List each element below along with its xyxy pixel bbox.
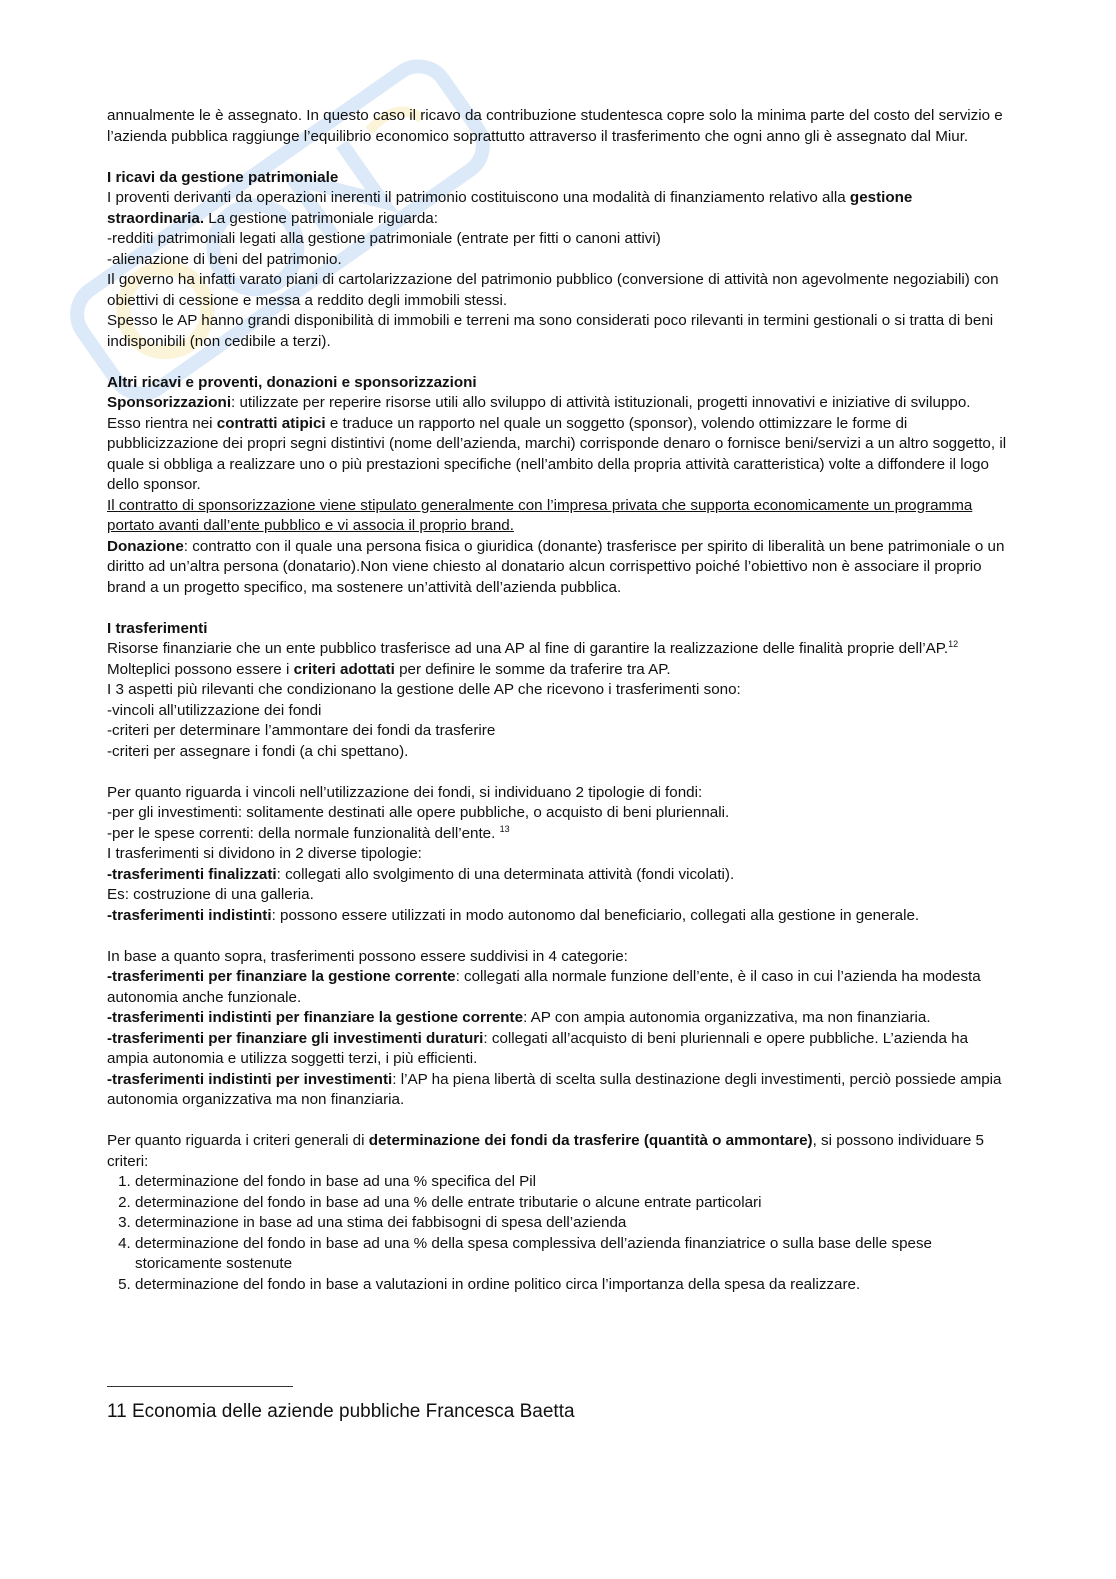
- list-item: -trasferimenti indistinti per finanziare la gestione corrente: AP con ampia autonomia organizzativa, ma non finanziaria.: [107, 1009, 931, 1026]
- list-item: -per gli investimenti: solitamente destinati alle opere pubbliche, o acquisto di beni pluriennali.: [107, 804, 730, 821]
- section-title-patrimoniale: I ricavi da gestione patrimoniale: [107, 168, 339, 186]
- footer-text: 11 Economia delle aziende pubbliche Francesca Baetta: [107, 1401, 575, 1422]
- footnote-divider: [107, 1386, 293, 1387]
- document-page: [107, 106, 1007, 1295]
- list-item: -trasferimenti indistinti per investimenti: l’AP ha piena libertà di scelta sulla destinazione degli investimenti, perciò possiede ampia autonomia organizzativa ma non finanziaria.: [107, 1070, 1002, 1108]
- paragraph: I 3 aspetti più rilevanti che condizionano la gestione delle AP che ricevono i trasferimenti sono:: [107, 681, 741, 698]
- list-item: -trasferimenti finalizzati: collegati allo svolgimento di una determinata attività (fondi vicolati).: [107, 865, 735, 883]
- list-item: -trasferimenti indistinti: possono essere utilizzati in modo autonomo dal beneficiario, collegati alla gestione in generale.: [107, 906, 920, 924]
- paragraph: Risorse finanziarie che un ente pubblico trasferisce ad una AP al fine di garantire la realizzazione delle finalità proprie dell’AP.$^{12}$ Molteplici possono essere i criteri adottati per definire le somme da traferire tra AP.: [107, 638, 959, 678]
- paragraph: Per quanto riguarda i vincoli nell’utilizzazione dei fondi, si individuano 2 tipologie di fondi:: [107, 783, 703, 801]
- paragraph: In base a quanto sopra, trasferimenti possono essere suddivisi in 4 categorie:: [107, 947, 628, 965]
- list-item: -criteri per determinare l’ammontare dei fondi da trasferire: [107, 722, 496, 739]
- paragraph-sponsorizzazioni: Sponsorizzazioni: utilizzate per reperire risorse utili allo sviluppo di attività istituzionali, progetti innovativi e iniziative di sviluppo. Esso rientra nei contratti atipici e traduce un rapporto nel quale un soggetto (sponsor), volendo ottimizzare le forme di pubblicizzazione dei propri segni distintivi (nome dell’azienda, marchi) corrisponde denaro o fornisce beni/servizi a un altro soggetto, il quale si obbliga a realizzare uno o più prestazioni specifiche (nell’ambito della propria attività caratteristica) volte a diffondere il logo dello sponsor.: [107, 394, 1007, 493]
- list-item: Es: costruzione di una galleria.: [107, 886, 314, 903]
- list-item: -per le spese correnti: della normale funzionalità dell’ente. $^{13}$: [107, 823, 510, 842]
- list-item: 1. determinazione del fondo in base ad una % specifica del Pil: [135, 1172, 1007, 1193]
- list-item: 2. determinazione del fondo in base ad una % delle entrate tributarie o alcune entrate particolari: [135, 1193, 1007, 1214]
- list-item: 5. determinazione del fondo in base a valutazioni in ordine politico circa l’importanza della spesa da realizzare.: [135, 1275, 1007, 1296]
- footnote-ref: 13: [499, 823, 510, 834]
- list-item: -vincoli all’utilizzazione dei fondi: [107, 701, 322, 719]
- section-title-altri-ricavi: Altri ricavi e proventi, donazioni e sponsorizzazioni: [107, 373, 477, 391]
- paragraph: I trasferimenti si dividono in 2 diverse tipologie:: [107, 845, 422, 862]
- list-item: -criteri per assegnare i fondi (a chi spettano).: [107, 742, 409, 760]
- list-item: 3. determinazione in base ad una stima dei fabbisogni di spesa dell’azienda: [135, 1213, 1007, 1234]
- paragraph: Spesso le AP hanno grandi disponibilità di immobili e terreni ma sono considerati poco rilevanti in termini gestionali o si tratta di beni indisponibili (non cedibile a terzi).: [107, 312, 994, 350]
- paragraph: Per quanto riguarda i criteri generali di determinazione dei fondi da trasferire (quantità o ammontare), si possono individuare 5 criteri:: [107, 1132, 984, 1170]
- intro-paragraph: annualmente le è assegnato. In questo caso il ricavo da contribuzione studentesca copre solo la minima parte del costo del servizio e l’azienda pubblica raggiunge l’equilibrio economico soprattutto attraverso il trasferimento che ogni anno gli è assegnato dal Miur.: [107, 107, 1003, 145]
- criteria-list: [107, 1172, 1007, 1295]
- list-item: 4. determinazione del fondo in base ad una % della spesa complessiva dell’azienda finanziatrice o sulla base delle spese storicamente sostenute: [135, 1234, 1007, 1275]
- footnote-ref: 12: [948, 638, 959, 649]
- list-item: -trasferimenti per finanziare la gestione corrente: collegati alla normale funzione dell’ente, è il caso in cui l’azienda ha modesta autonomia anche funzionale.: [107, 968, 981, 1006]
- list-item: -trasferimenti per finanziare gli investimenti duraturi: collegati all’acquisto di beni pluriennali e opere pubbliche. L’azienda ha ampia autonomia e utilizza soggetti terzi, i più efficienti.: [107, 1029, 969, 1067]
- list-item: -redditi patrimoniali legati alla gestione patrimoniale (entrate per fitti o canoni attivi): [107, 230, 661, 247]
- paragraph: Il governo ha infatti varato piani di cartolarizzazione del patrimonio pubblico (conversione di attività non agevolmente negoziabili) con obiettivi di cessione e messa a reddito degli immobili stessi.: [107, 271, 999, 309]
- paragraph-donazione: Donazione: contratto con il quale una persona fisica o giuridica (donante) trasferisce per spirito di liberalità un bene patrimoniale o un diritto ad un’altra persona (donatario).Non viene chiesto al donatario alcun corrispettivo poiché l’obiettivo non è associare il proprio brand a un progetto specifico, ma sostenere un’attività dell’azienda pubblica.: [107, 537, 1005, 596]
- list-item: -alienazione di beni del patrimonio.: [107, 250, 342, 268]
- paragraph: I proventi derivanti da operazioni inerenti il patrimonio costituiscono una modalità di finanziamento relativo alla gestione straordinaria. La gestione patrimoniale riguarda:: [107, 189, 913, 227]
- section-title-trasferimenti: I trasferimenti: [107, 619, 208, 637]
- underlined-paragraph: Il contratto di sponsorizzazione viene stipulato generalmente con l’impresa privata che supporta economicamente un programma portato avanti dall’ente pubblico e vi associa il proprio brand.: [107, 496, 973, 534]
